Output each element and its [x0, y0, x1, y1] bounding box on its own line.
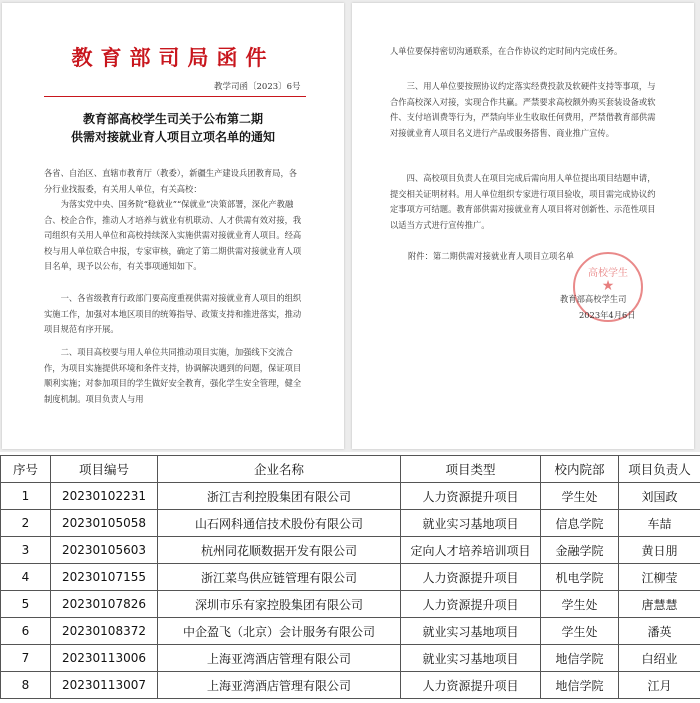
cell-department: 学生处: [541, 618, 619, 645]
cell-project-number: 20230107155: [51, 564, 158, 591]
notice-title-line-1: 教育部高校学生司关于公布第二期: [82, 112, 263, 126]
table-row: [1, 618, 700, 645]
notice-title: [44, 110, 302, 146]
notice-paragraph-intro: 为落实党中央、国务院“稳就业”“保就业”决策部署，深化产教融合、校企合作，推动人才培养与就业有机联动、人才供需有效对接，我司组织有关用人单位和高校持续深入实施供需对接就业育人项目。经高校与用人单位联合申报，专家审核，确定了第二期供需对接就业育人项目名单，现予以公布，有关事项通知如下。: [44, 199, 302, 271]
cell-index: 1: [1, 483, 51, 510]
cell-company-name: 深圳市乐有家控股集团有限公司: [158, 591, 401, 618]
cell-index: 5: [1, 591, 51, 618]
cell-project-lead: 黄日朋: [619, 537, 700, 564]
header-department: 校内院部: [541, 456, 619, 483]
cell-index: 7: [1, 645, 51, 672]
cell-project-type: 定向人才培养培训项目: [401, 537, 541, 564]
cell-department: 机电学院: [541, 564, 619, 591]
cell-index: 2: [1, 510, 51, 537]
seal-text: 高校学生: [588, 268, 628, 279]
table-row: [1, 537, 700, 564]
cell-company-name: 杭州同花顺数据开发有限公司: [158, 537, 401, 564]
cell-project-lead: 唐慧慧: [619, 591, 700, 618]
notice-salutation: 各省、自治区、直辖市教育厅（教委），新疆生产建设兵团教育局，各分行业找报委，有关用人单位，有关高校：: [44, 168, 298, 194]
cell-index: 4: [1, 564, 51, 591]
notice-title-line-2: 供需对接就业育人项目立项名单的通知: [70, 130, 275, 144]
cell-company-name: 山石网科通信技术股份有限公司: [158, 510, 401, 537]
notice-paragraph-3: 三、用人单位要按照协议约定落实经费投款及软硬件支持等事项，与合作高校深入对接，实现合作共赢。严禁要求高校额外购买套装设备或软件、支付培训费等行为，严禁向毕业生收取任何费用，严禁借教育部供需对接就业育人项目名义进行产品或服务搭售、商业推广宣传。: [390, 81, 656, 138]
header-project-lead: 项目负责人: [619, 456, 700, 483]
cell-project-type: 人力资源提升项目: [401, 672, 541, 699]
cell-project-number: 20230108372: [51, 618, 158, 645]
red-divider-line: [44, 96, 306, 97]
signing-office: 教育部高校学生司: [560, 294, 627, 304]
header-project-type: 项目类型: [401, 456, 541, 483]
cell-project-number: 20230113006: [51, 645, 158, 672]
notice-paragraph-2-continued: 人单位要保持密切沟通联系，在合作协议约定时间内完成任务。: [390, 46, 623, 56]
cell-department: 信息学院: [541, 510, 619, 537]
cell-project-lead: 潘英: [619, 618, 700, 645]
cell-department: 学生处: [541, 483, 619, 510]
cell-project-number: 20230105603: [51, 537, 158, 564]
cell-project-lead: 车喆: [619, 510, 700, 537]
notice-paragraph-2: 二、项目高校要与用人单位共同推动项目实施，加强线下交流合作，为项目实施提供环境和条件支持，协调解决遇到的问题，保证项目顺利实施；对参加项目的学生做好安全教育，强化学生安全管理，健全制度机制。项目负责人与用: [44, 347, 302, 404]
table-row: [1, 510, 700, 537]
table-header-row: [1, 456, 700, 483]
cell-index: 8: [1, 672, 51, 699]
cell-project-number: 20230102231: [51, 483, 158, 510]
cell-project-lead: 白绍业: [619, 645, 700, 672]
signing-date: 2023年4月6日: [579, 310, 636, 320]
cell-department: 地信学院: [541, 645, 619, 672]
cell-company-name: 上海亚湾酒店管理有限公司: [158, 645, 401, 672]
table-row: [1, 483, 700, 510]
cell-project-type: 就业实习基地项目: [401, 645, 541, 672]
cell-project-type: 人力资源提升项目: [401, 564, 541, 591]
cell-project-number: 20230105058: [51, 510, 158, 537]
document-number: 教学司函〔2023〕6号: [214, 82, 301, 92]
header-index: 序号: [1, 456, 51, 483]
cell-project-type: 就业实习基地项目: [401, 510, 541, 537]
cell-company-name: 上海亚湾酒店管理有限公司: [158, 672, 401, 699]
cell-project-type: 人力资源提升项目: [401, 591, 541, 618]
cell-index: 3: [1, 537, 51, 564]
table-row: [1, 672, 700, 699]
letterhead-masthead: 教育部司局函件: [71, 45, 275, 70]
cell-project-lead: 江柳莹: [619, 564, 700, 591]
cell-project-number: 20230113007: [51, 672, 158, 699]
cell-project-lead: 刘国政: [619, 483, 700, 510]
attachment-note: 附件：第二期供需对接就业育人项目立项名单: [408, 251, 574, 261]
table-row: [1, 591, 700, 618]
cell-project-lead: 江月: [619, 672, 700, 699]
cell-company-name: 浙江吉利控股集团有限公司: [158, 483, 401, 510]
cell-department: 学生处: [541, 591, 619, 618]
cell-index: 6: [1, 618, 51, 645]
cell-company-name: 浙江菜鸟供应链管理有限公司: [158, 564, 401, 591]
notice-paragraph-4: 四、高校项目负责人在项目完成后需向用人单位提出项目结题申请，提交相关证明材料。用人单位组织专家进行项目验收，项目需完成协议约定事项方可结题。教育部供需对接就业育人项目将对创新性、示范性项目以适当方式进行宣传推广。: [390, 173, 656, 230]
cell-project-type: 就业实习基地项目: [401, 618, 541, 645]
project-list-table: [0, 455, 700, 699]
cell-department: 地信学院: [541, 672, 619, 699]
table-row: [1, 564, 700, 591]
header-company-name: 企业名称: [158, 456, 401, 483]
cell-project-type: 人力资源提升项目: [401, 483, 541, 510]
table-row: [1, 645, 700, 672]
cell-department: 金融学院: [541, 537, 619, 564]
cell-company-name: 中企盈飞（北京）会计服务有限公司: [158, 618, 401, 645]
cell-project-number: 20230107826: [51, 591, 158, 618]
seal-star-icon: ★: [601, 278, 615, 294]
header-project-number: 项目编号: [51, 456, 158, 483]
notice-paragraph-1: 一、各省级教育行政部门要高度重视供需对接就业育人项目的组织实施工作，加强对本地区项目的统筹指导、政策支持和推进落实，推动项目规范有序开展。: [44, 293, 302, 334]
